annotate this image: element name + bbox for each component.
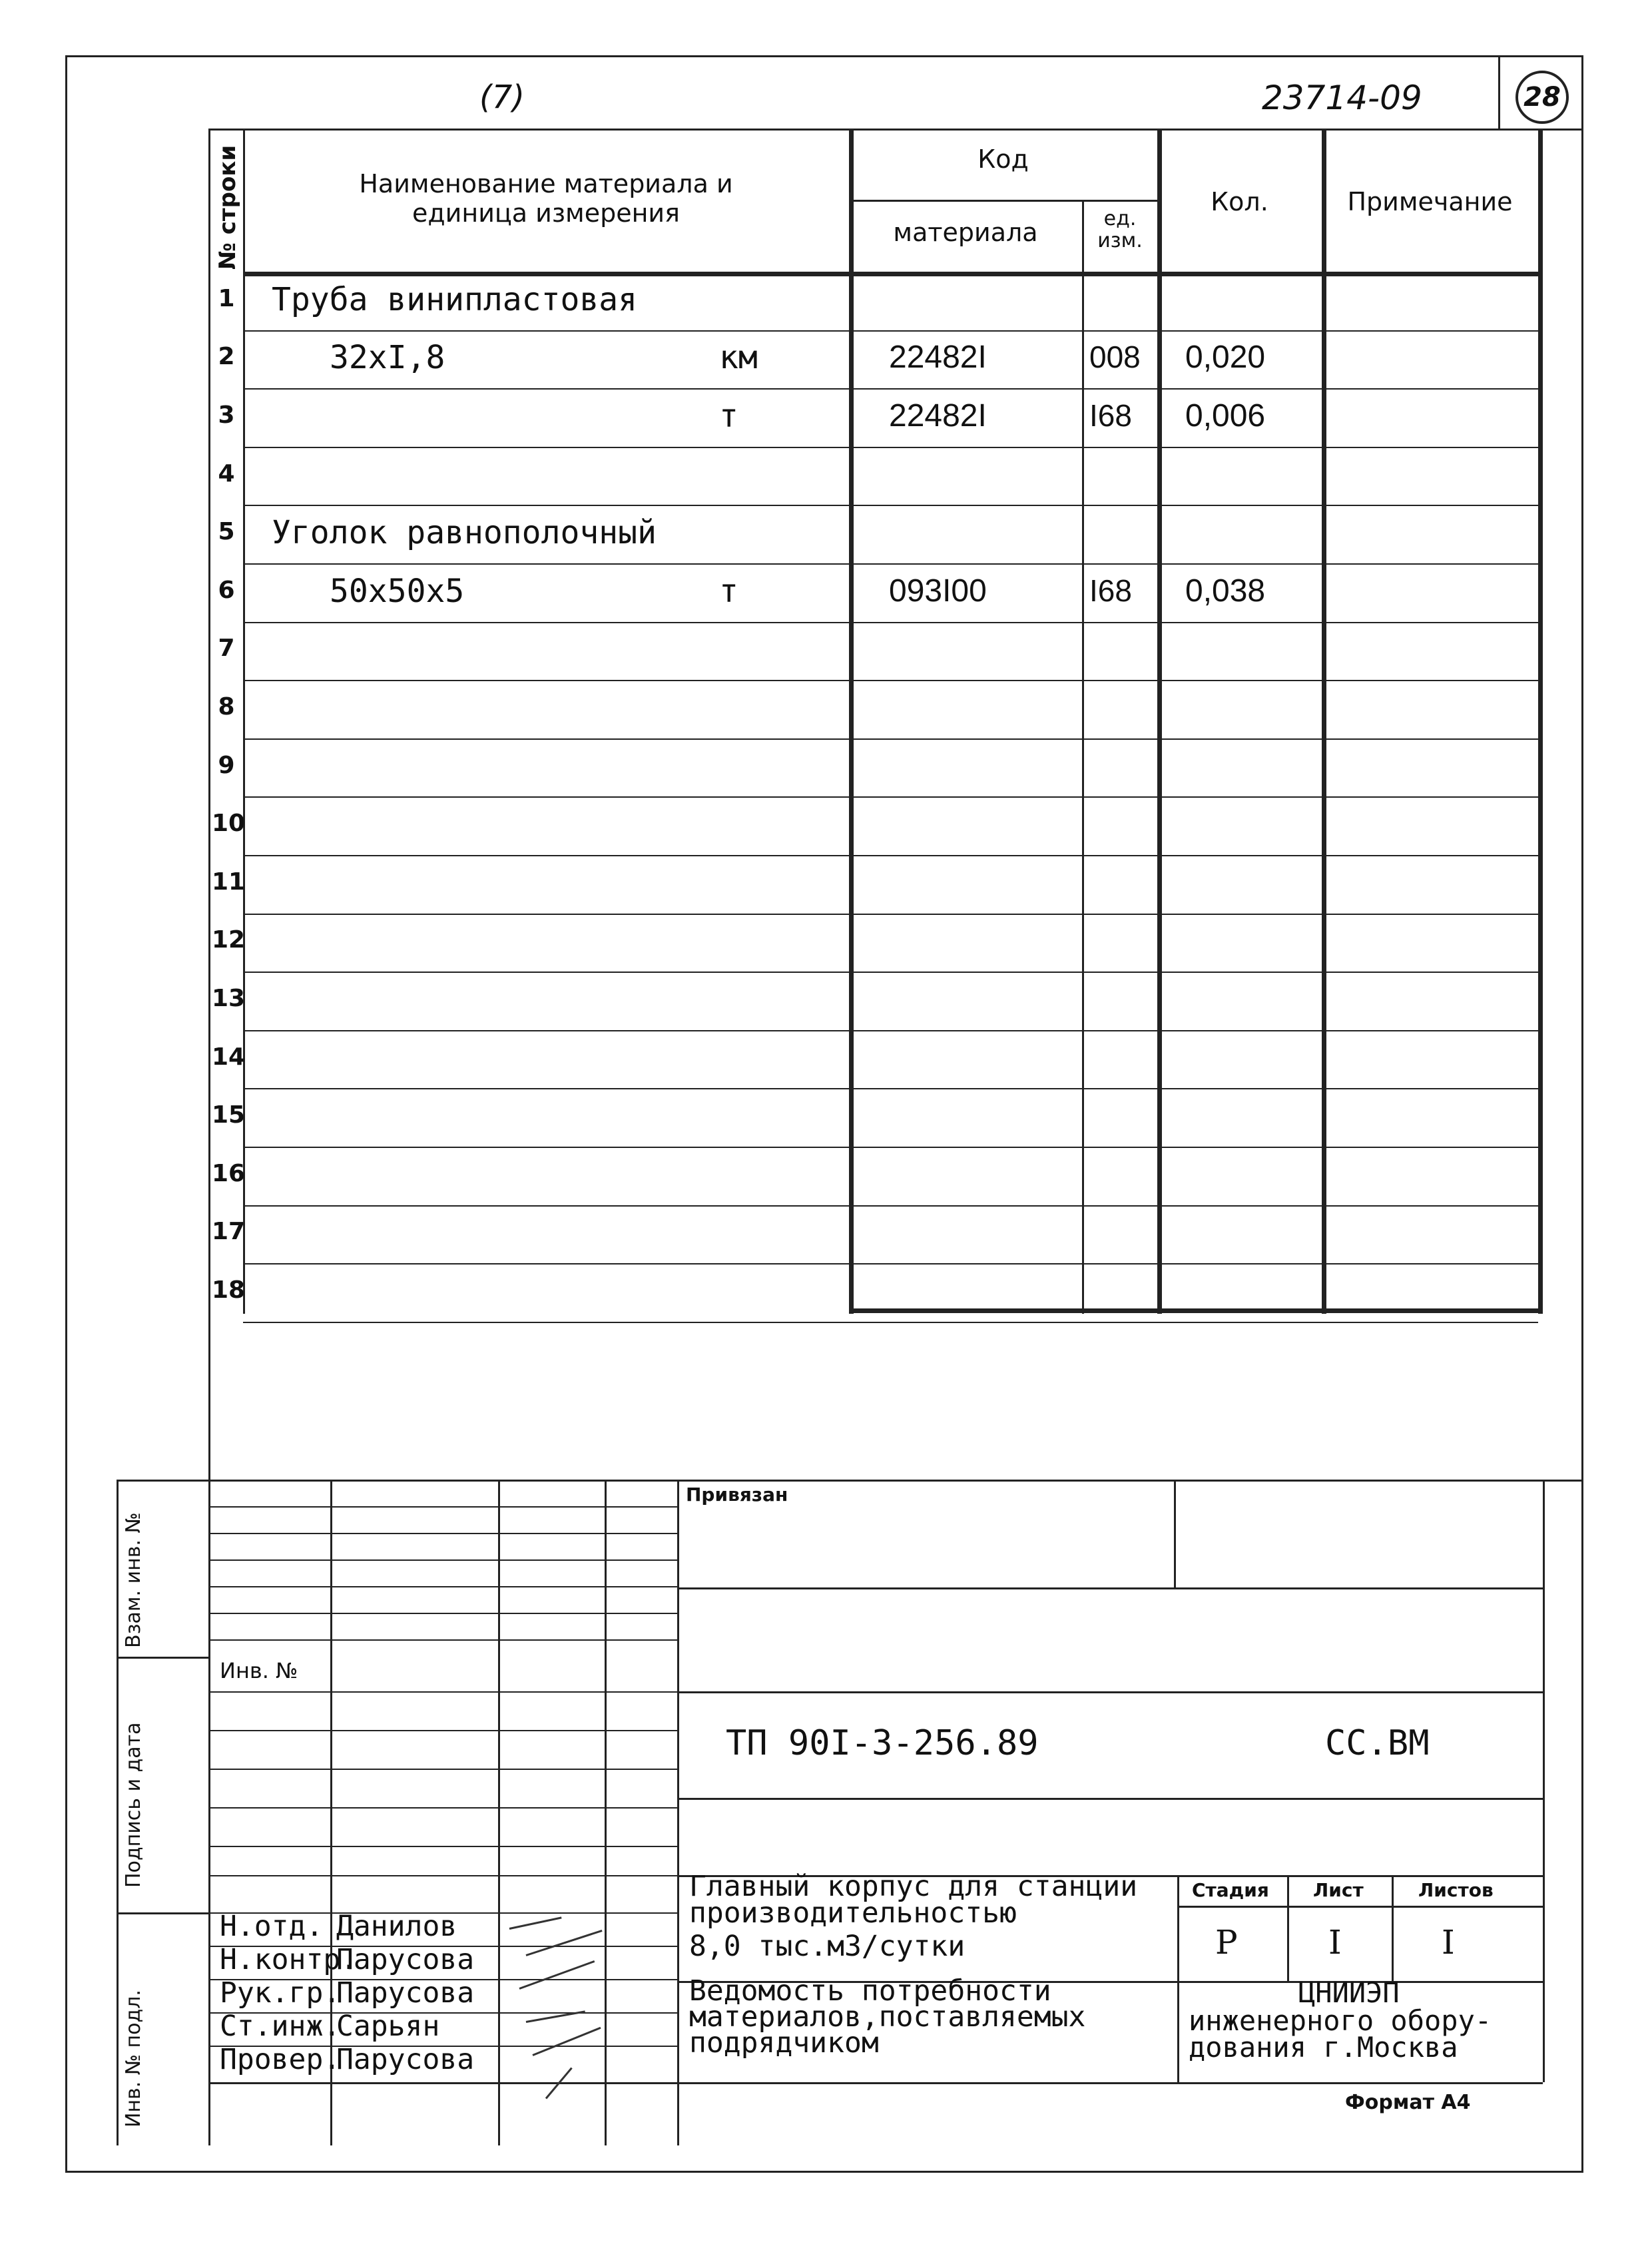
- material-name: 50х50х5: [330, 572, 465, 610]
- col-header-code-unit: ед. изм.: [1097, 207, 1143, 252]
- org-line-2: инженерного обору-: [1189, 2004, 1492, 2037]
- row-divider: [243, 855, 1538, 856]
- col-header-name: Наименование материала и единица измерения: [359, 169, 733, 228]
- material-name: 32хI,8: [330, 339, 445, 377]
- row-number: 12: [212, 926, 246, 954]
- row-divider: [243, 505, 1538, 506]
- side-podpis: Подпись и дата: [122, 1722, 145, 1888]
- row-divider: [243, 796, 1538, 798]
- row-number: 2: [218, 343, 235, 371]
- unit: т: [719, 572, 738, 610]
- material-code: 093I00: [889, 573, 987, 609]
- building-title-1: Главный корпус для станции: [689, 1870, 1138, 1903]
- row-divider: [243, 1205, 1538, 1207]
- sheet-label: Лист: [1313, 1879, 1364, 1901]
- row-number: 17: [212, 1218, 246, 1246]
- sheet-value: I: [1328, 1923, 1342, 1962]
- col-header-qty: Кол.: [1211, 187, 1268, 216]
- side-vzam: Взам. инв. №: [122, 1512, 145, 1648]
- row-divider: [243, 447, 1538, 448]
- org-line-3: дования г.Москва: [1189, 2031, 1458, 2064]
- col-header-code-material: материала: [893, 218, 1038, 247]
- stage-value: Р: [1215, 1923, 1238, 1962]
- sheets-value: I: [1442, 1923, 1455, 1962]
- row-number: 8: [218, 693, 235, 720]
- row-number: 16: [212, 1159, 246, 1187]
- row-number: 3: [218, 402, 235, 429]
- staff-role: Рук.гр.: [220, 1976, 341, 2010]
- stage-label: Стадия: [1192, 1879, 1269, 1901]
- material-code: 22482I: [889, 340, 987, 376]
- page-number: 28: [1523, 82, 1561, 113]
- unit-code: I68: [1089, 573, 1132, 608]
- staff-role: Провер.: [220, 2043, 341, 2076]
- row-number: 1: [218, 284, 235, 312]
- org-line-1: ЦНИИЭП: [1298, 1976, 1400, 2009]
- row-divider: [243, 738, 1538, 740]
- row-number: 11: [212, 868, 246, 896]
- page-number-circle: [1515, 71, 1569, 124]
- drawing-frame: [65, 55, 1583, 2173]
- format-label: Формат А4: [1345, 2091, 1471, 2114]
- sheet-marker: (7): [479, 79, 525, 116]
- row-divider: [243, 1147, 1538, 1148]
- unit-code: 008: [1089, 340, 1141, 375]
- staff-name: Парусова: [336, 1943, 475, 1976]
- row-number: 5: [218, 518, 235, 546]
- row-divider: [243, 330, 1538, 332]
- material-code: 22482I: [889, 398, 987, 433]
- quantity: 0,006: [1185, 398, 1266, 433]
- staff-role: Ст.инж.: [220, 2010, 341, 2043]
- row-number: 13: [212, 985, 246, 1012]
- row-divider: [243, 622, 1538, 623]
- staff-role: Н.контр.: [220, 1943, 358, 1976]
- row-divider: [243, 1088, 1538, 1089]
- quantity: 0,020: [1185, 340, 1266, 376]
- row-divider: [243, 388, 1538, 390]
- row-number: 7: [218, 635, 235, 663]
- unit-code: I68: [1089, 398, 1132, 433]
- row-divider: [243, 1030, 1538, 1031]
- col-header-note: Примечание: [1347, 187, 1513, 216]
- inventory-number: 23714-09: [1262, 79, 1422, 117]
- inv-no-label: Инв. №: [220, 1658, 298, 1683]
- row-divider: [243, 563, 1538, 565]
- unit: т: [719, 398, 738, 435]
- row-number: 10: [212, 810, 246, 838]
- side-strip: [117, 1480, 119, 2145]
- row-number: 4: [218, 459, 235, 487]
- row-divider: [243, 972, 1538, 973]
- row-divider: [243, 1322, 1538, 1323]
- row-divider: [243, 914, 1538, 915]
- staff-role: Н.отд.: [220, 1910, 324, 1943]
- doc-code: ТП 90I-3-256.89: [726, 1723, 1039, 1763]
- staff-name: Парусова: [336, 1976, 475, 2010]
- staff-name: Сарьян: [336, 2010, 440, 2043]
- row-divider: [243, 1263, 1538, 1264]
- building-title-2: производительностью: [689, 1896, 1017, 1930]
- row-number: 15: [212, 1101, 246, 1129]
- unit: км: [719, 339, 758, 377]
- row-number: 18: [212, 1276, 246, 1304]
- staff-name: Парусова: [336, 2043, 475, 2076]
- sheet-title-2: материалов,поставляемых: [689, 2000, 1086, 2034]
- col-header-code: Код: [977, 144, 1029, 174]
- side-inv-podl: Инв. № подл.: [122, 1990, 145, 2127]
- row-number: 6: [218, 576, 235, 604]
- divider: [208, 1480, 1583, 1482]
- privyazan-label: Привязан: [686, 1484, 788, 1506]
- quantity: 0,038: [1185, 573, 1266, 609]
- doc-mark: СС.ВМ: [1325, 1723, 1430, 1763]
- row-number: 14: [212, 1043, 246, 1071]
- material-name: Труба винипластовая: [272, 280, 638, 318]
- staff-name: Данилов: [336, 1910, 457, 1943]
- building-title-3: 8,0 тыс.м3/сутки: [689, 1930, 965, 1963]
- row-divider: [243, 680, 1538, 681]
- material-name: Уголок равнополочный: [272, 514, 657, 552]
- sheets-label: Листов: [1418, 1879, 1494, 1901]
- sheet-title-3: подрядчиком: [689, 2026, 879, 2060]
- col-header-row-no: № строки: [214, 144, 241, 270]
- sheet-title-1: Ведомость потребности: [689, 1974, 1051, 2008]
- row-number: 9: [218, 751, 235, 779]
